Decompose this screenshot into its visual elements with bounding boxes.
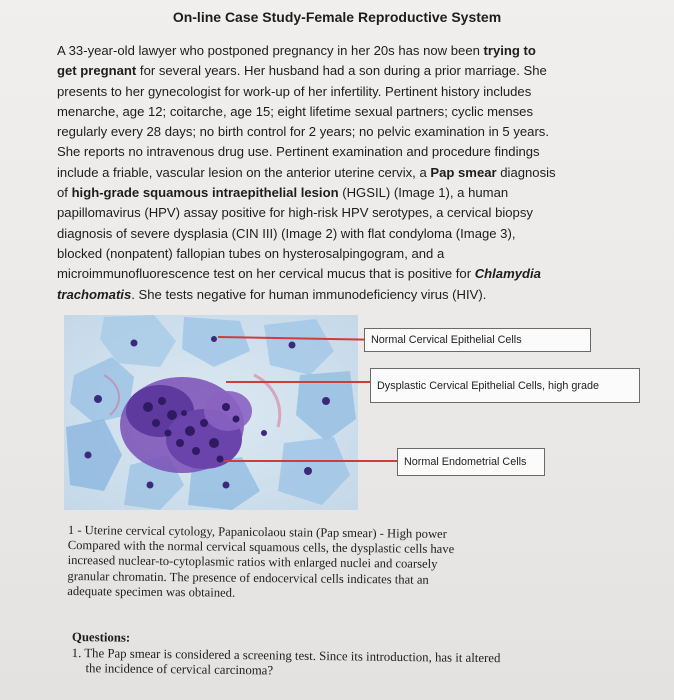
case-description: [57, 41, 597, 305]
questions-section: [71, 630, 632, 683]
case-line: papillomavirus (HPV) assay positive for high-risk HPV serotypes, a cervical biopsy: [57, 205, 533, 221]
case-line: diagnosis of severe dysplasia (CIN III) (Image 2) with flat condyloma (Image 3),: [57, 225, 516, 241]
case-line: microimmunofluorescence test on her cervical mucus that is positive for Chlamydia: [57, 266, 541, 282]
question-line: 1. The Pap smear is considered a screening test. Since its introduction, has it altered: [71, 645, 501, 665]
pap-smear-micrograph: [64, 315, 358, 510]
case-line: regularly every 28 days; no birth control for 2 years; no pelvic examination in 5 years.: [57, 124, 549, 140]
case-line: menarche, age 12; coitarche, age 15; eight lifetime sexual partners; cyclic menses: [57, 103, 533, 119]
label-endometrial: Normal Endometrial Cells: [397, 448, 545, 476]
label-normal-epithelial: Normal Cervical Epithelial Cells: [364, 328, 591, 352]
question-line: the incidence of cervical carcinoma?: [85, 661, 274, 678]
case-line: presents to her gynecologist for work-up of her infertility. Pertinent history includes: [57, 83, 532, 99]
image-caption: [67, 523, 538, 604]
case-line: trachomatis. She tests negative for human immunodeficiency virus (HIV).: [57, 286, 487, 302]
case-line: include a friable, vascular lesion on the anterior uterine cervix, a Pap smear diagnosis: [57, 164, 556, 180]
page-title: On-line Case Study-Female Reproductive System: [172, 9, 502, 25]
caption-line: increased nuclear-to-cytoplasmic ratios with enlarged nuclei and coarsely: [67, 553, 438, 572]
case-line: of high-grade squamous intraepithelial lesion (HGSIL) (Image 1), a human: [57, 185, 509, 201]
caption-line: adequate specimen was obtained.: [67, 583, 236, 600]
questions-heading: Questions:: [71, 630, 131, 645]
case-line: get pregnant for several years. Her husband had a son during a prior marriage. She: [57, 63, 547, 79]
caption-line: Compared with the normal cervical squamous cells, the dysplastic cells have: [67, 538, 455, 557]
arrow-endometrial: [224, 460, 400, 462]
arrow-dysplastic: [226, 381, 372, 383]
case-line: She reports no intravenous drug use. Pertinent examination and procedure findings: [57, 144, 540, 160]
caption-line: granular chromatin. The presence of endocervical cells indicates that an: [67, 568, 429, 587]
caption-line: 1 - Uterine cervical cytology, Papanicolaou stain (Pap smear) - High power: [67, 523, 447, 541]
label-dysplastic: Dysplastic Cervical Epithelial Cells, high grade: [370, 368, 640, 403]
case-line: A 33-year-old lawyer who postponed pregnancy in her 20s has now been trying to: [57, 43, 536, 58]
case-line: blocked (nonpatent) fallopian tubes on hysterosalpingogram, and a: [57, 245, 445, 261]
micrograph-illustration: [64, 315, 358, 510]
